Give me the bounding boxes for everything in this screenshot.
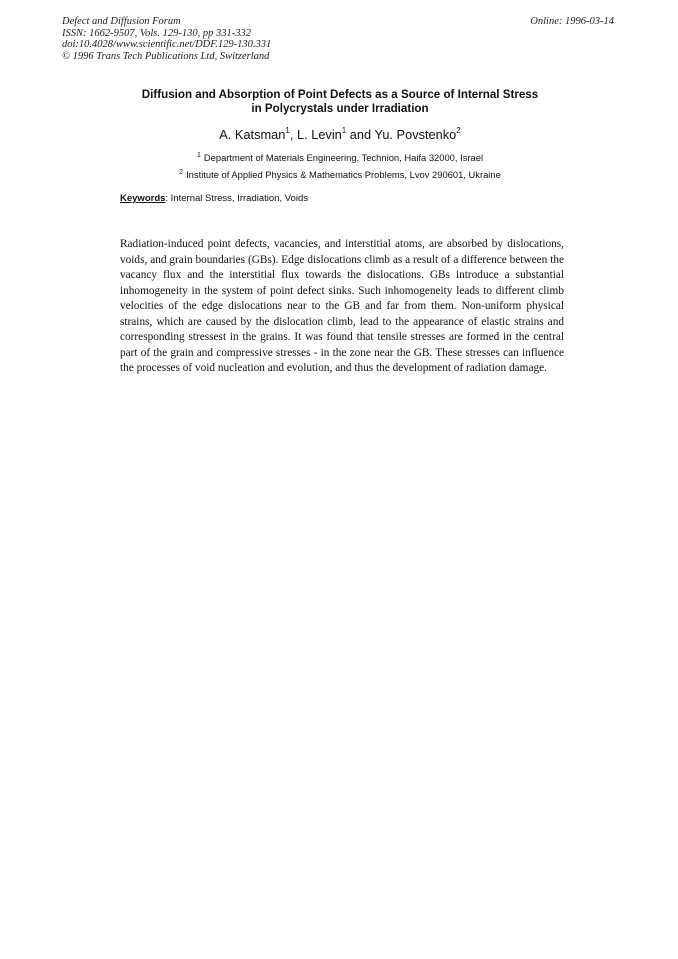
author-name: L. Levin [296,127,342,142]
author-list [118,127,562,143]
paper-title [118,88,562,116]
issn-line: ISSN: 1662-9507, Vols. 129-130, pp 331-332 [62,27,251,39]
author-separator: , [289,127,297,142]
affiliation-number: 1 [196,152,201,159]
author-name: A. Katsman [219,127,286,142]
abstract-paragraph: Radiation-induced point defects, vacancies, and interstitial atoms, are absorbed by dislocations, voids, and grain boundaries (GBs). Edge dislocations climb as a result of a difference between the vacancy flux and the interstitial flux towards the dislocations. GBs introduce a substantial inhomogeneity in the system of point defect sinks. Such inhomogeneity leads to different climb velocities of the edge dislocations near to the GB and far from them. Non-uniform physical strains, which are caused by the dislocation climb, lead to the appearance of elastic strains and corresponding stressest in the grains. It was found that tensile stresses are formed in the central part of the grain and compressive stresses - in the zone near the GB. These stresses can influence the processes of void nucleation and evolution, and thus the development of radiation damage. [120,238,564,374]
author-affiliation-mark: 1 [341,126,347,135]
author-separator: and [346,127,375,142]
author-name: Yu. Povstenko [374,127,457,142]
affiliation-text: Department of Materials Engineering, Technion, Haifa 32000, Israel [203,152,484,163]
copyright-line: © 1996 Trans Tech Publications Ltd, Switzerland [62,50,270,62]
doi-line[interactable]: doi:10.4028/www.scientific.net/DDF.129-130.331 [62,39,272,50]
title-line-1: Diffusion and Absorption of Point Defects as a Source of Internal Stress [141,88,539,101]
keywords-label: Keywords [120,193,166,204]
affiliation-number: 2 [179,169,184,176]
author-affiliation-mark: 2 [456,126,461,135]
online-date: Online: 1996-03-14 [530,16,614,27]
keywords-list: : Internal Stress, Irradiation, Voids [165,193,308,204]
title-line-2: in Polycrystals under Irradiation [251,102,429,115]
affiliation-2 [118,169,562,181]
affiliation-text: Institute of Applied Physics & Mathematics Problems, Lvov 290601, Ukraine [186,169,501,180]
journal-name: Defect and Diffusion Forum [62,16,181,27]
keywords [120,193,308,205]
affiliation-1 [118,152,562,164]
journal-header [62,16,271,62]
author-affiliation-mark: 1 [285,126,290,135]
